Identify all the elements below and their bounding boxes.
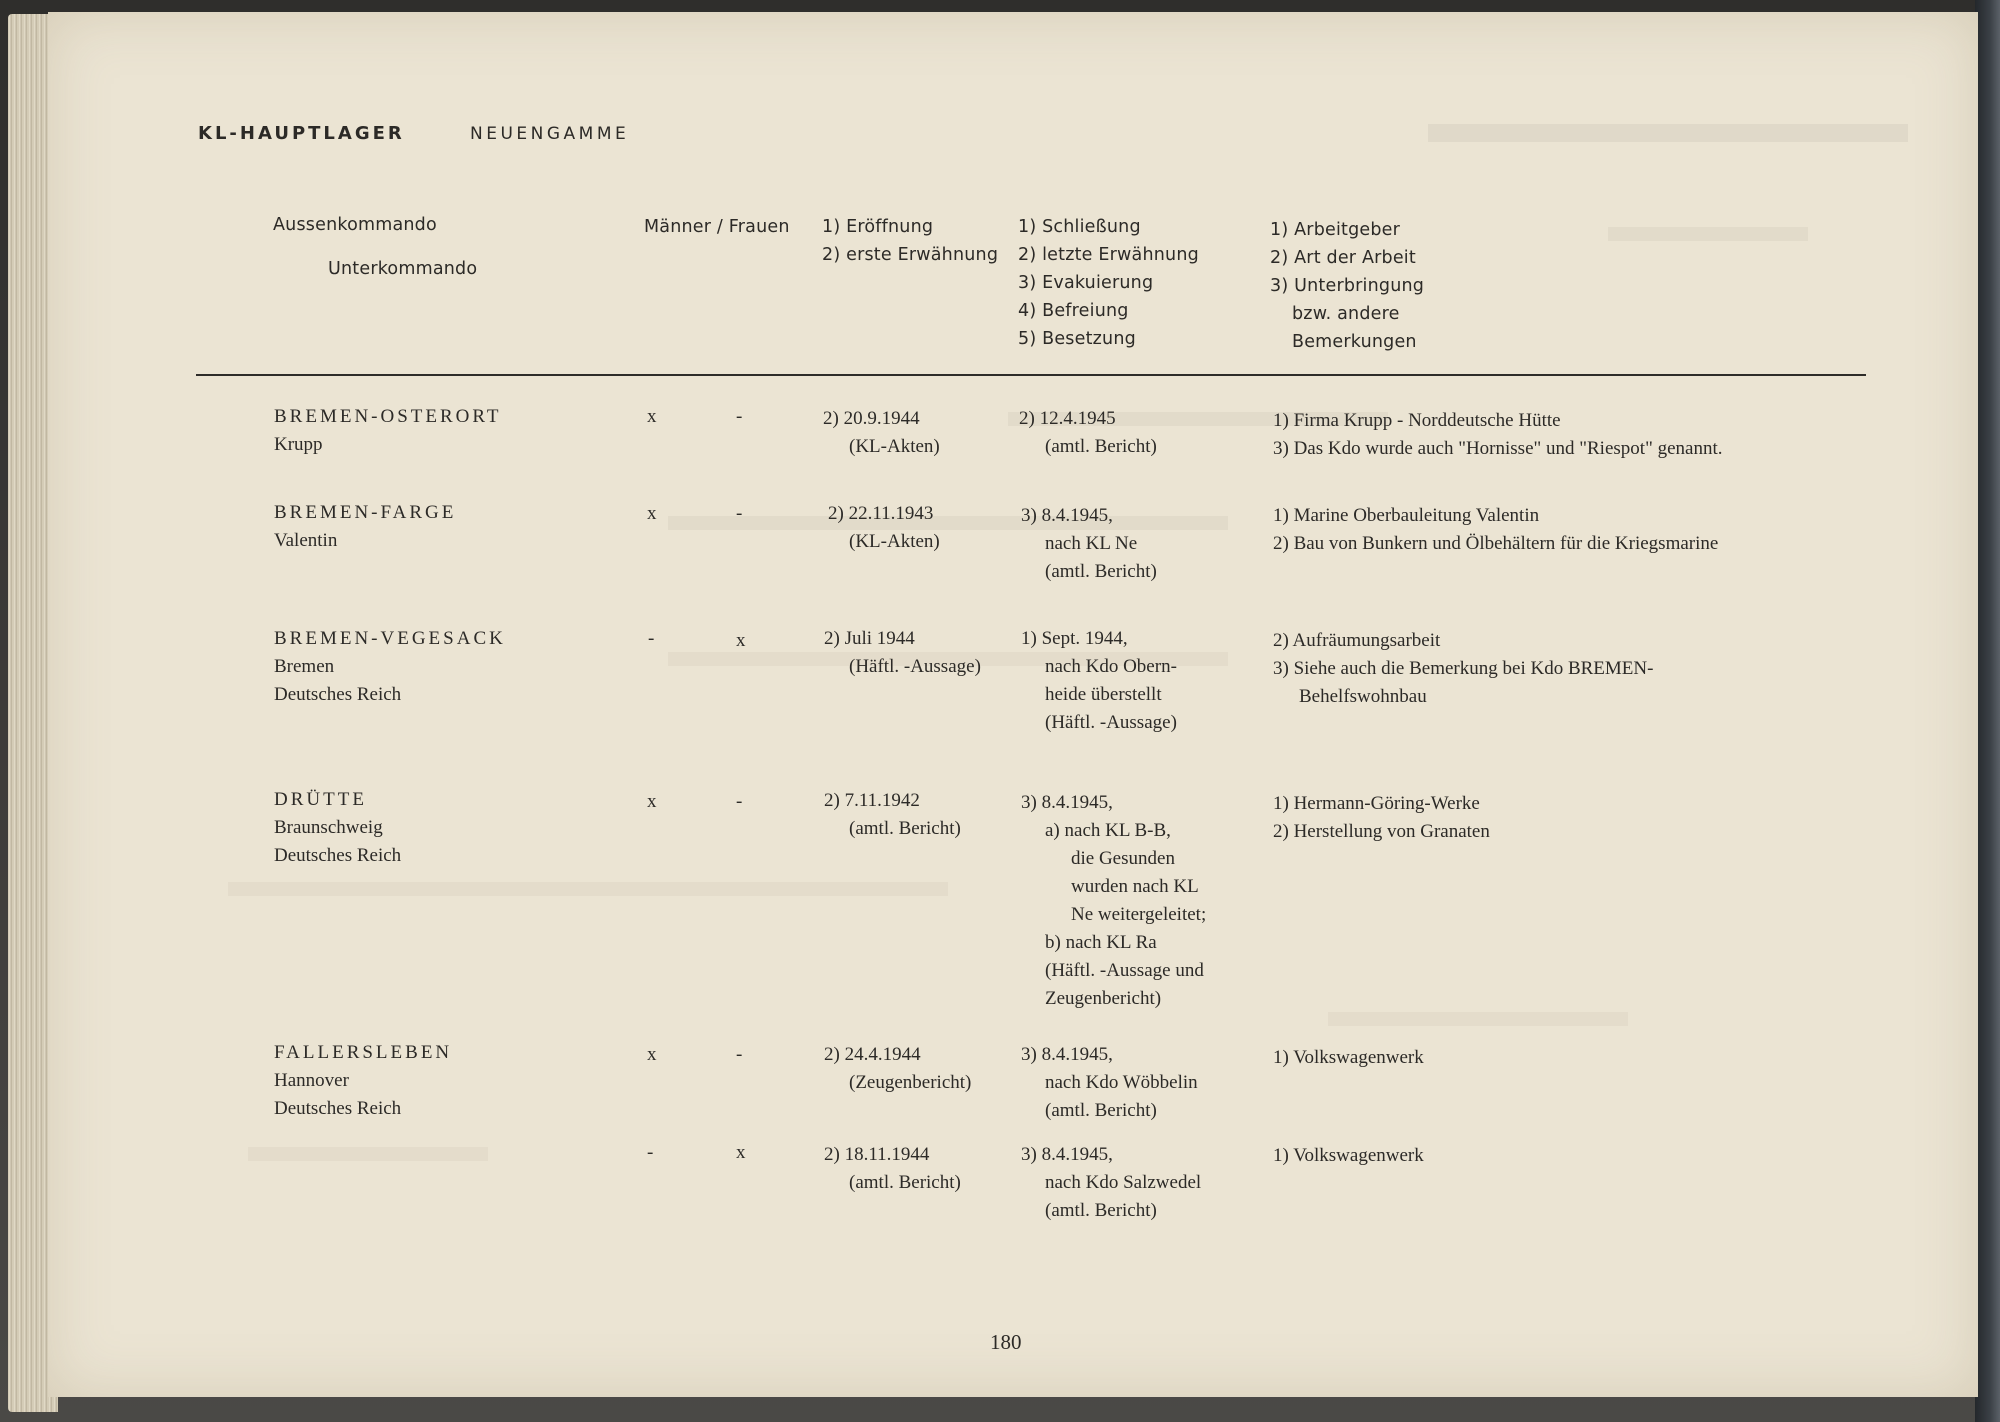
remarks-line: 2) Aufräumungsarbeit <box>1273 630 1441 651</box>
closing-line: heide überstellt <box>1045 684 1162 705</box>
kommando-subtitle: Valentin <box>274 530 338 551</box>
opening-cell <box>824 625 981 681</box>
header-closing-line: 4) Befreiung <box>1018 301 1129 321</box>
kommando-name <box>274 499 456 555</box>
book-cover-edge <box>1975 0 2000 1422</box>
closing-line: (amtl. Bericht) <box>1045 1100 1157 1121</box>
remarks-line: Behelfswohnbau <box>1299 686 1427 707</box>
closing-cell <box>1021 625 1177 737</box>
header-unterkommando: Unterkommando <box>328 259 478 279</box>
opening-line: (KL-Akten) <box>849 531 940 552</box>
opening-line: (Zeugenbericht) <box>849 1072 972 1093</box>
kommando-name <box>274 403 502 459</box>
closing-cell <box>1019 405 1157 461</box>
header-opening <box>822 213 998 269</box>
opening-line: (amtl. Bericht) <box>849 1172 961 1193</box>
header-closing-line: 1) Schließung <box>1018 217 1141 237</box>
opening-cell <box>824 1041 971 1097</box>
women-mark: x <box>736 630 746 651</box>
kommando-name <box>274 786 401 870</box>
closing-line: nach Kdo Wöbbelin <box>1045 1072 1198 1093</box>
kommando-subtitle: Krupp <box>274 434 323 455</box>
kommando-title: DRÜTTE <box>274 789 367 810</box>
women-mark: - <box>736 1044 743 1065</box>
closing-line: (amtl. Bericht) <box>1045 561 1157 582</box>
kommando-title: FALLERSLEBEN <box>274 1042 453 1063</box>
remarks-line: 2) Herstellung von Granaten <box>1273 821 1490 842</box>
women-mark: - <box>736 503 743 524</box>
header-remarks-line: 1) Arbeitgeber <box>1270 220 1401 240</box>
remarks-line: 3) Siehe auch die Bemerkung bei Kdo BREMEN- <box>1273 658 1654 679</box>
closing-line: Zeugenbericht) <box>1045 988 1162 1009</box>
opening-line: 2) 22.11.1943 <box>828 503 934 524</box>
header-closing-line: 2) letzte Erwähnung <box>1018 245 1199 265</box>
page-number: 180 <box>990 1330 1022 1354</box>
opening-line: (KL-Akten) <box>849 436 940 457</box>
remarks-line: 1) Marine Oberbauleitung Valentin <box>1273 505 1540 526</box>
closing-line: 1) Sept. 1944, <box>1021 628 1128 649</box>
header-rule <box>196 374 1866 376</box>
closing-line: (Häftl. -Aussage) <box>1045 712 1177 733</box>
closing-line: a) nach KL B-B, <box>1045 820 1171 841</box>
kommando-title: BREMEN-VEGESACK <box>274 628 506 649</box>
closing-line: (amtl. Bericht) <box>1045 1200 1157 1221</box>
header-remarks-line: bzw. andere <box>1292 304 1400 324</box>
kommando-subtitle: Deutsches Reich <box>274 1098 402 1119</box>
closing-line: 3) 8.4.1945, <box>1021 1144 1113 1165</box>
header-closing-line: 3) Evakuierung <box>1018 273 1154 293</box>
closing-line: 2) 12.4.1945 <box>1019 408 1116 429</box>
opening-line: 2) 7.11.1942 <box>824 790 920 811</box>
closing-line: b) nach KL Ra <box>1045 932 1157 953</box>
header-remarks-line: 2) Art der Arbeit <box>1270 248 1416 268</box>
header-closing <box>1018 213 1199 353</box>
kommando-subtitle: Deutsches Reich <box>274 845 402 866</box>
kommando-name <box>274 625 506 709</box>
kommando-subtitle: Deutsches Reich <box>274 684 402 705</box>
header-aussenkommando: Aussenkommando <box>273 215 437 235</box>
men-mark: - <box>647 1142 654 1163</box>
closing-line: wurden nach KL <box>1071 876 1199 897</box>
opening-line: (Häftl. -Aussage) <box>849 656 981 677</box>
opening-line: 2) Juli 1944 <box>824 628 915 649</box>
kommando-title: BREMEN-OSTERORT <box>274 406 502 427</box>
opening-cell <box>824 1141 961 1197</box>
kommando-title: BREMEN-FARGE <box>274 502 457 523</box>
closing-line: 3) 8.4.1945, <box>1021 1044 1113 1065</box>
remarks-cell <box>1273 502 1718 558</box>
remarks-line: 1) Hermann-Göring-Werke <box>1273 793 1480 814</box>
men-mark: - <box>648 628 655 649</box>
header-opening-line: 1) Eröffnung <box>822 217 934 237</box>
opening-cell <box>828 500 940 556</box>
kommando-name <box>274 1039 452 1123</box>
opening-line: (amtl. Bericht) <box>849 818 961 839</box>
closing-line: Ne weitergeleitet; <box>1071 904 1207 925</box>
men-mark: x <box>647 503 657 524</box>
header-remarks-line: Bemerkungen <box>1292 332 1417 352</box>
men-mark: x <box>647 791 657 812</box>
header-men-women: Männer / Frauen <box>644 217 790 237</box>
kommando-subtitle: Bremen <box>274 656 335 677</box>
header-remarks-line: 3) Unterbringung <box>1270 276 1425 296</box>
closing-line: (amtl. Bericht) <box>1045 436 1157 457</box>
remarks-cell <box>1273 790 1490 846</box>
opening-line: 2) 20.9.1944 <box>823 408 920 429</box>
closing-line: die Gesunden <box>1071 848 1175 869</box>
remarks-line: 2) Bau von Bunkern und Ölbehältern für die Kriegsmarine <box>1273 533 1719 554</box>
remarks-cell <box>1273 407 1722 463</box>
closing-line: 3) 8.4.1945, <box>1021 792 1113 813</box>
closing-line: 3) 8.4.1945, <box>1021 505 1113 526</box>
men-mark: x <box>647 1044 657 1065</box>
closing-line: nach Kdo Salzwedel <box>1045 1172 1202 1193</box>
women-mark: x <box>736 1142 746 1163</box>
remarks-line: 1) Firma Krupp - Norddeutsche Hütte <box>1273 410 1561 431</box>
kommando-subtitle: Hannover <box>274 1070 349 1091</box>
header-closing-line: 5) Besetzung <box>1018 329 1136 349</box>
men-mark: x <box>647 406 657 427</box>
opening-line: 2) 18.11.1944 <box>824 1144 930 1165</box>
remarks-line: 1) Volkswagenwerk <box>1273 1047 1424 1068</box>
closing-line: nach KL Ne <box>1045 533 1138 554</box>
remarks-line: 3) Das Kdo wurde auch "Hornisse" und "Riespot" genannt. <box>1273 438 1723 459</box>
remarks-cell <box>1273 627 1653 711</box>
header-opening-line: 2) erste Erwähnung <box>822 245 999 265</box>
header-remarks <box>1270 216 1424 356</box>
remarks-line: 1) Volkswagenwerk <box>1273 1145 1424 1166</box>
women-mark: - <box>736 406 743 427</box>
women-mark: - <box>736 791 743 812</box>
kommando-subtitle: Braunschweig <box>274 817 383 838</box>
opening-cell <box>824 787 961 843</box>
closing-line: nach Kdo Obern- <box>1045 656 1177 677</box>
closing-cell <box>1021 789 1206 1013</box>
closing-cell <box>1021 1041 1198 1125</box>
book-page <box>48 12 1978 1397</box>
camp-name: NEUENGAMME <box>470 124 630 144</box>
closing-line: (Häftl. -Aussage und <box>1045 960 1204 981</box>
opening-line: 2) 24.4.1944 <box>824 1044 921 1065</box>
closing-cell <box>1021 502 1157 586</box>
main-camp-label: KL-HAUPTLAGER <box>198 123 405 144</box>
closing-cell <box>1021 1141 1201 1225</box>
opening-cell <box>823 405 940 461</box>
